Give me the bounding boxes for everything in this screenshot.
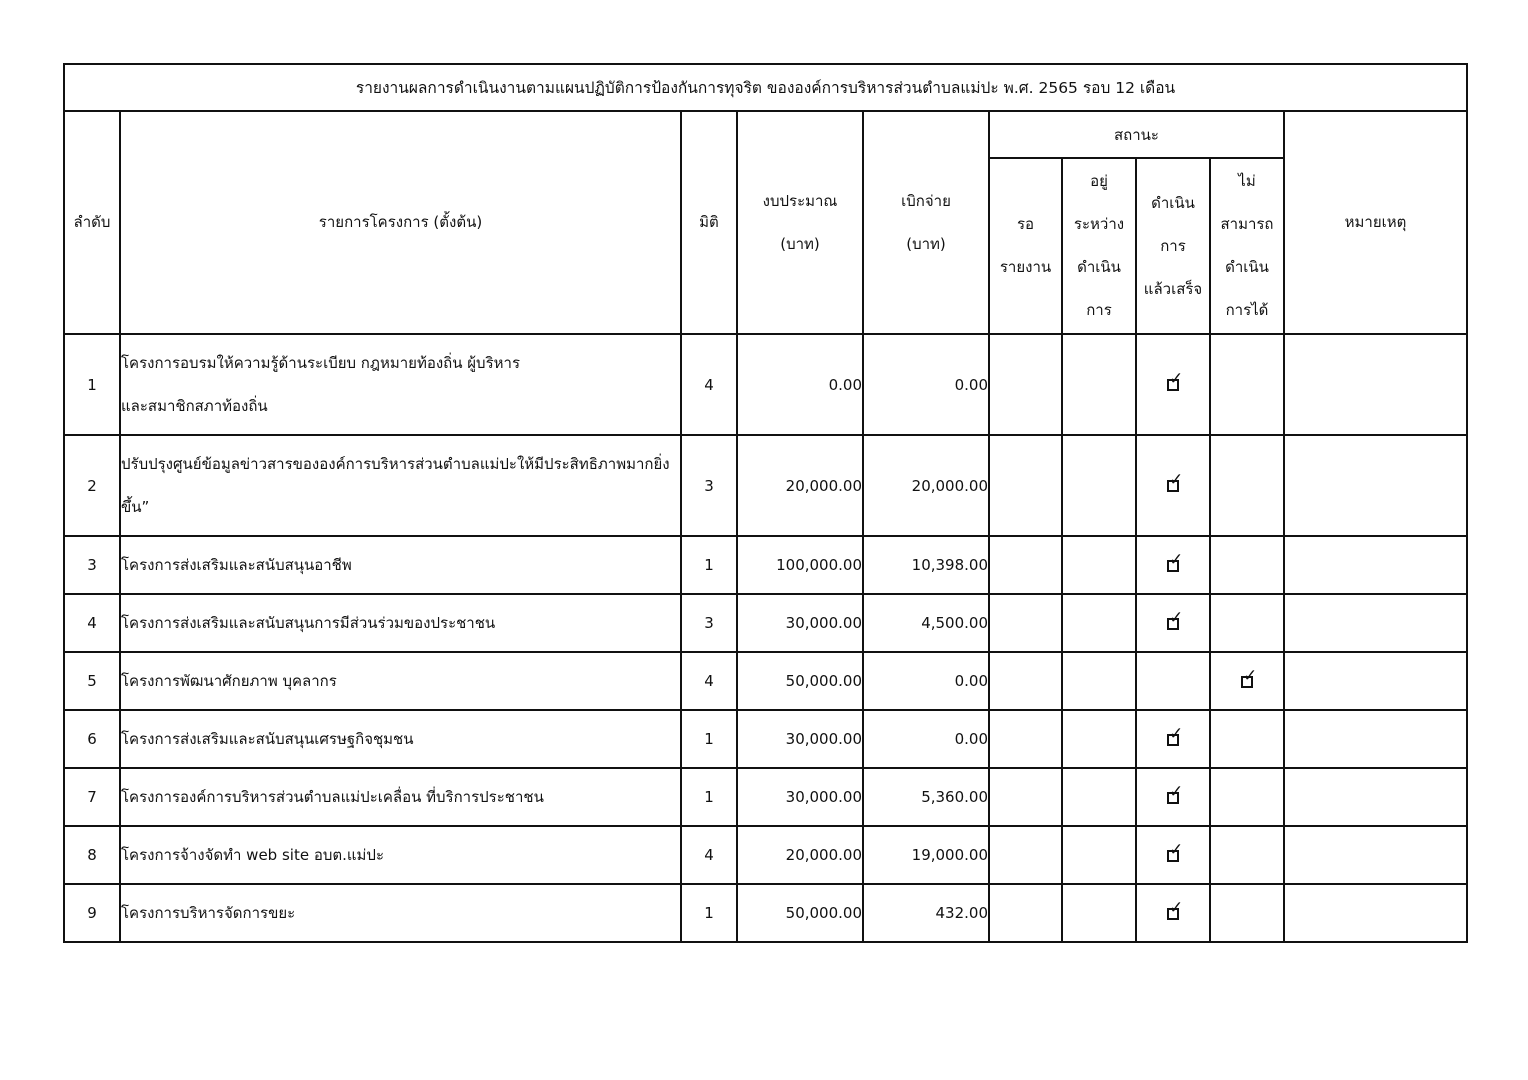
status-waiting-cell [989, 826, 1062, 884]
header-in-progress-line: อยู่ [1090, 172, 1108, 190]
disbursed-value: 0.00 [863, 652, 989, 710]
project-name [120, 334, 681, 435]
row-number: 1 [64, 334, 120, 435]
status-unable-cell [1210, 536, 1284, 594]
header-in-progress-line: ระหว่าง [1073, 215, 1125, 233]
checked-box-icon [1167, 897, 1184, 920]
header-unable [1210, 158, 1284, 334]
status-unable-cell [1210, 768, 1284, 826]
budget-value: 20,000.00 [737, 435, 863, 536]
status-completed-cell [1136, 536, 1210, 594]
budget-value: 20,000.00 [737, 826, 863, 884]
header-budget-line2: (บาท) [780, 234, 820, 253]
status-completed-cell [1136, 768, 1210, 826]
status-unable-cell [1210, 826, 1284, 884]
dimension-value: 1 [681, 884, 737, 942]
header-completed-line: แล้วเสร็จ [1143, 279, 1203, 298]
checked-box-icon [1167, 607, 1184, 630]
table-row [64, 710, 1467, 768]
checked-box-icon [1167, 839, 1184, 862]
project-name-line: โครงการจ้างจัดทำ web site อบต.แม่ปะ [121, 845, 384, 864]
remarks-cell [1284, 826, 1467, 884]
header-budget [737, 111, 863, 334]
dimension-value: 1 [681, 536, 737, 594]
status-completed-cell [1136, 594, 1210, 652]
header-unable-line: ดำเนิน [1225, 258, 1269, 276]
checked-box-icon [1241, 665, 1258, 688]
header-disbursed [863, 111, 989, 334]
table-row [64, 768, 1467, 826]
header-completed-line: ดำเนิน [1151, 193, 1195, 212]
disbursed-value: 20,000.00 [863, 435, 989, 536]
project-name-line: และสมาชิกสภาท้องถิ่น [121, 396, 268, 415]
header-in-progress-line: ดำเนิน [1077, 258, 1121, 276]
dimension-value: 1 [681, 710, 737, 768]
header-remarks: หมายเหตุ [1284, 111, 1467, 334]
header-unable-line: ไม่ [1238, 172, 1256, 190]
row-number: 4 [64, 594, 120, 652]
budget-value: 30,000.00 [737, 710, 863, 768]
check-mark-icon: ✓ [1169, 781, 1184, 802]
row-number: 3 [64, 536, 120, 594]
status-in-progress-cell [1062, 594, 1136, 652]
remarks-cell [1284, 536, 1467, 594]
project-name-line: โครงการองค์การบริหารส่วนตำบลแม่ปะเคลื่อน ที่บริการประชาชน [121, 787, 544, 806]
row-number: 9 [64, 884, 120, 942]
status-completed-cell [1136, 334, 1210, 435]
header-in-progress-line: การ [1086, 301, 1112, 319]
status-unable-cell [1210, 710, 1284, 768]
status-unable-cell [1210, 334, 1284, 435]
remarks-cell [1284, 768, 1467, 826]
dimension-value: 4 [681, 652, 737, 710]
row-number: 6 [64, 710, 120, 768]
header-waiting-line: รายงาน [999, 258, 1052, 276]
status-waiting-cell [989, 710, 1062, 768]
header-project: รายการโครงการ (ตั้งต้น) [120, 111, 681, 334]
project-name [120, 710, 681, 768]
remarks-cell [1284, 652, 1467, 710]
status-completed-cell [1136, 710, 1210, 768]
check-mark-icon: ✓ [1169, 723, 1184, 744]
header-in-progress [1062, 158, 1136, 334]
header-status: สถานะ [989, 111, 1284, 158]
table-row [64, 652, 1467, 710]
project-name-line: ขึ้น” [121, 497, 150, 516]
status-unable-cell [1210, 594, 1284, 652]
check-mark-icon: ✓ [1169, 369, 1184, 389]
budget-value: 0.00 [737, 334, 863, 435]
status-in-progress-cell [1062, 435, 1136, 536]
budget-value: 50,000.00 [737, 652, 863, 710]
status-completed-cell [1136, 884, 1210, 942]
status-waiting-cell [989, 884, 1062, 942]
disbursed-value: 5,360.00 [863, 768, 989, 826]
table-body [64, 334, 1467, 942]
dimension-value: 4 [681, 334, 737, 435]
project-name [120, 594, 681, 652]
project-name [120, 768, 681, 826]
dimension-value: 3 [681, 435, 737, 536]
status-completed-cell [1136, 652, 1210, 710]
status-waiting-cell [989, 435, 1062, 536]
header-disbursed-line2: (บาท) [906, 234, 946, 253]
status-in-progress-cell [1062, 710, 1136, 768]
report-table [63, 63, 1468, 943]
status-in-progress-cell [1062, 884, 1136, 942]
dimension-value: 3 [681, 594, 737, 652]
dimension-value: 4 [681, 826, 737, 884]
status-in-progress-cell [1062, 768, 1136, 826]
remarks-cell [1284, 594, 1467, 652]
header-budget-line1: งบประมาณ [762, 191, 838, 210]
project-name-line: ปรับปรุงศูนย์ข้อมูลข่าวสารขององค์การบริหารส่วนตำบลแม่ปะให้มีประสิทธิภาพมากยิ่ง [121, 454, 670, 473]
project-name-line: โครงการส่งเสริมและสนับสนุนการมีส่วนร่วมของประชาชน [121, 613, 496, 632]
table-row [64, 826, 1467, 884]
remarks-cell [1284, 334, 1467, 435]
project-name-line: โครงการอบรมให้ความรู้ด้านระเบียบ กฎหมายท้องถิ่น ผู้บริหาร [121, 353, 521, 372]
checked-box-icon [1167, 781, 1184, 804]
status-unable-cell [1210, 435, 1284, 536]
dimension-value: 1 [681, 768, 737, 826]
table-row [64, 435, 1467, 536]
check-mark-icon: ✓ [1169, 839, 1184, 860]
header-completed-line: การ [1160, 236, 1186, 255]
checked-box-icon [1167, 549, 1184, 572]
table-row [64, 594, 1467, 652]
disbursed-value: 0.00 [863, 334, 989, 435]
disbursed-value: 0.00 [863, 710, 989, 768]
status-waiting-cell [989, 652, 1062, 710]
header-dimension: มิติ [681, 111, 737, 334]
remarks-cell [1284, 884, 1467, 942]
row-number: 5 [64, 652, 120, 710]
status-waiting-cell [989, 334, 1062, 435]
report-title: รายงานผลการดำเนินงานตามแผนปฏิบัติการป้องกันการทุจริต ขององค์การบริหารส่วนตำบลแม่ปะ พ.ศ. 2565 รอบ 12 เดือน [64, 64, 1467, 111]
status-unable-cell [1210, 652, 1284, 710]
header-unable-line: การได้ [1225, 301, 1269, 319]
header-waiting-line: รอ [1016, 215, 1035, 233]
row-number: 7 [64, 768, 120, 826]
remarks-cell [1284, 435, 1467, 536]
check-mark-icon: ✓ [1169, 549, 1184, 570]
budget-value: 30,000.00 [737, 594, 863, 652]
status-in-progress-cell [1062, 334, 1136, 435]
remarks-cell [1284, 710, 1467, 768]
project-name [120, 435, 681, 536]
status-in-progress-cell [1062, 652, 1136, 710]
checked-box-icon [1167, 369, 1184, 391]
disbursed-value: 432.00 [863, 884, 989, 942]
status-waiting-cell [989, 594, 1062, 652]
project-name-line: โครงการพัฒนาศักยภาพ บุคลากร [121, 671, 337, 690]
project-name-line: โครงการส่งเสริมและสนับสนุนอาชีพ [121, 555, 352, 574]
project-name [120, 652, 681, 710]
status-in-progress-cell [1062, 826, 1136, 884]
row-number: 8 [64, 826, 120, 884]
header-completed [1136, 158, 1210, 334]
check-mark-icon: ✓ [1169, 897, 1184, 918]
disbursed-value: 19,000.00 [863, 826, 989, 884]
header-unable-line: สามารถ [1220, 215, 1274, 233]
status-completed-cell [1136, 435, 1210, 536]
status-unable-cell [1210, 884, 1284, 942]
header-order: ลำดับ [64, 111, 120, 334]
header-disbursed-line1: เบิกจ่าย [901, 191, 951, 210]
check-mark-icon: ✓ [1169, 607, 1184, 628]
disbursed-value: 4,500.00 [863, 594, 989, 652]
budget-value: 30,000.00 [737, 768, 863, 826]
checked-box-icon [1167, 723, 1184, 746]
status-in-progress-cell [1062, 536, 1136, 594]
project-name-line: โครงการบริหารจัดการขยะ [121, 903, 296, 922]
check-mark-icon: ✓ [1169, 470, 1184, 490]
table-row [64, 334, 1467, 435]
check-mark-icon: ✓ [1243, 665, 1258, 686]
header-waiting [989, 158, 1062, 334]
project-name-line: โครงการส่งเสริมและสนับสนุนเศรษฐกิจชุมชน [121, 729, 414, 748]
project-name [120, 826, 681, 884]
disbursed-value: 10,398.00 [863, 536, 989, 594]
status-completed-cell [1136, 826, 1210, 884]
budget-value: 50,000.00 [737, 884, 863, 942]
budget-value: 100,000.00 [737, 536, 863, 594]
checked-box-icon [1167, 470, 1184, 492]
status-waiting-cell [989, 536, 1062, 594]
row-number: 2 [64, 435, 120, 536]
project-name [120, 884, 681, 942]
table-row [64, 884, 1467, 942]
project-name [120, 536, 681, 594]
status-waiting-cell [989, 768, 1062, 826]
table-row [64, 536, 1467, 594]
